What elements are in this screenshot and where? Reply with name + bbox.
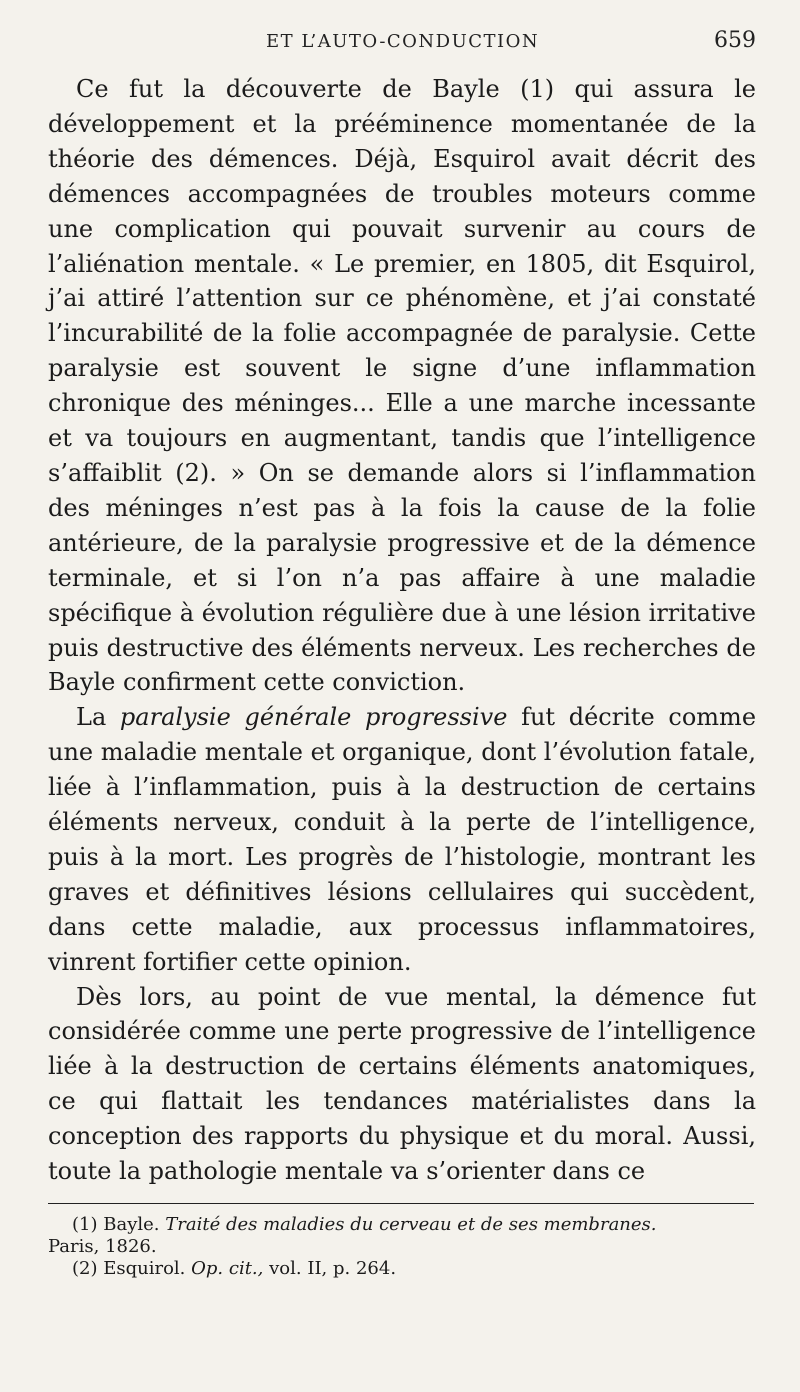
footnote-rule bbox=[48, 1203, 754, 1204]
running-header bbox=[48, 28, 756, 72]
paragraph-2-text-end: fut décrite comme une maladie mentale et organique, dont l’évolution fatale, liée à l’inflammation, puis à la destruction de certains éléments nerveux, conduit à la perte de l’intelligence, puis à la mort. Les progrès de l’histologie, montrant les graves et définitives lésions cellulaires qui succèdent, dans cette maladie, aux processus inflammatoires, vinrent fortifier cette opinion. bbox=[48, 703, 757, 976]
footnote-1-rest: Paris, 1826. bbox=[48, 1236, 157, 1257]
paragraph-3-text: Dès lors, au point de vue mental, la démence fut considérée comme une perte progressive de l’intelligence liée à la destruction de certains éléments anatomiques, ce qui flattait les tendances matérialistes dans la conception des rapports du physique et du moral. Aussi, toute la pathologie mentale va s’orienter dans ce bbox=[48, 982, 756, 1186]
paragraph-3 bbox=[48, 980, 756, 1189]
paragraph-2-italic-term: paralysie générale progressive bbox=[119, 703, 508, 732]
running-title: ET L’AUTO-CONDUCTION bbox=[266, 31, 540, 52]
footnote-1-marker: (1) bbox=[72, 1214, 98, 1235]
footnote-1-author: Bayle. bbox=[103, 1214, 160, 1235]
footnote-2-rest: vol. II, p. 264. bbox=[269, 1258, 397, 1279]
footnote-1 bbox=[48, 1214, 756, 1236]
paragraph-1 bbox=[48, 72, 756, 700]
paragraph-2-text-start: La bbox=[76, 703, 120, 732]
paragraph-2 bbox=[48, 700, 756, 979]
footnote-2-author: Esquirol. bbox=[103, 1258, 186, 1279]
page-number: 659 bbox=[714, 28, 756, 53]
body-text bbox=[48, 72, 756, 1189]
paragraph-1-text: Ce fut la découverte de Bayle (1) qui assura le développement et la prééminence momentanée de la théorie des démences. Déjà, Esquirol avait décrit des démences accompagnées de troubles moteurs comme une complication qui pouvait survenir au cours de l’aliénation mentale. « Le premier, en 1805, dit Esquirol, j’ai attiré l’attention sur ce phénomène, et j’ai constaté l’incurabilité de la folie accompagnée de paralysie. Cette paralysie est souvent le signe d’une inflammation chronique des méninges... Elle a une marche incessante et va toujours en augmentant, tandis que l’intelligence s’affaiblit (2). » On se demande alors si l’inflammation des méninges n’est pas à la fois la cause de la folie antérieure, de la paralysie progressive et de la démence terminale, et si l’on n’a pas affaire à une maladie spécifique à évolution régulière due à une lésion irritative puis destructive des éléments nerveux. Les recherches de Bayle confirment cette conviction. bbox=[48, 75, 756, 697]
footnote-2-marker: (2) bbox=[72, 1258, 98, 1279]
footnotes bbox=[48, 1214, 756, 1280]
footnote-1-continuation bbox=[48, 1236, 756, 1258]
footnote-2-title: Op. cit., bbox=[191, 1258, 264, 1279]
footnote-1-title: Traité des maladies du cerveau et de ses membranes. bbox=[165, 1214, 657, 1235]
footnote-2 bbox=[48, 1258, 756, 1280]
